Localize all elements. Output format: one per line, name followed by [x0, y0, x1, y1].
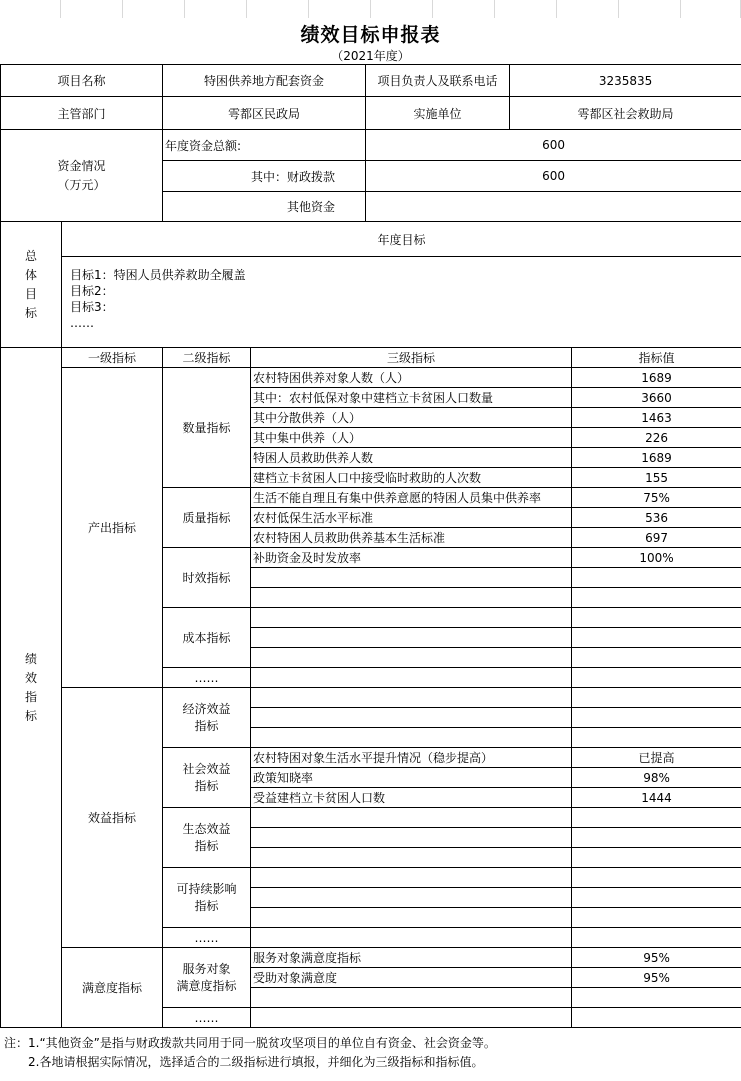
indicator-value[interactable]: 100% — [572, 548, 741, 568]
funds-label-line2: （万元） — [57, 177, 106, 192]
label-line: 生态效益 — [182, 821, 231, 836]
empty-cell[interactable] — [572, 628, 741, 648]
empty-cell[interactable] — [572, 588, 741, 608]
empty-cell[interactable] — [572, 888, 741, 908]
side-char: 总 — [24, 248, 37, 263]
funds-other-label: 其他资金 — [163, 192, 366, 222]
social-benefit-label — [163, 748, 251, 808]
timeliness-indicators-label: 时效指标 — [163, 548, 251, 608]
label-line: 指标 — [194, 778, 219, 793]
label-line: 经济效益 — [182, 701, 231, 716]
empty-cell[interactable] — [572, 728, 741, 748]
performance-indicators-side-label — [1, 348, 62, 1028]
project-name-label: 项目名称 — [1, 65, 163, 97]
indicator-name[interactable]: 其中分散供养（人） — [251, 408, 572, 428]
empty-cell[interactable] — [572, 608, 741, 628]
empty-cell[interactable] — [251, 888, 572, 908]
indicator-value[interactable]: 已提高 — [572, 748, 741, 768]
label-line: 社会效益 — [182, 761, 231, 776]
indicator-value[interactable]: 1689 — [572, 368, 741, 388]
indicator-value[interactable]: 95% — [572, 968, 741, 988]
sustainable-impact-label — [163, 868, 251, 928]
label-line: 指标 — [194, 718, 219, 733]
funds-label — [1, 130, 163, 222]
output-indicators-label: 产出指标 — [62, 368, 163, 688]
goal-line: …… — [70, 316, 94, 330]
indicator-value[interactable]: 1444 — [572, 788, 741, 808]
footnote-2: 2.各地请根据实际情况，选择适合的二级指标进行填报，并细化为三级指标和指标值。 — [4, 1055, 484, 1069]
empty-cell[interactable] — [572, 868, 741, 888]
funds-total-label: 年度资金总额: — [163, 130, 366, 161]
empty-cell[interactable] — [572, 828, 741, 848]
empty-cell[interactable] — [572, 568, 741, 588]
indicator-name[interactable]: 受益建档立卡贫困人口数 — [251, 788, 572, 808]
empty-cell[interactable] — [251, 808, 572, 828]
empty-cell[interactable] — [251, 608, 572, 628]
indicator-value[interactable]: 98% — [572, 768, 741, 788]
impl-unit-label: 实施单位 — [366, 97, 510, 130]
indicator-value[interactable]: 75% — [572, 488, 741, 508]
indicator-value[interactable]: 226 — [572, 428, 741, 448]
service-satisfaction-label — [163, 948, 251, 1008]
empty-cell[interactable] — [572, 648, 741, 668]
project-leader-value[interactable]: 3235835 — [510, 65, 741, 97]
indicator-name[interactable]: 农村特困供养对象人数（人） — [251, 368, 572, 388]
empty-cell[interactable] — [572, 908, 741, 928]
indicator-value[interactable]: 1463 — [572, 408, 741, 428]
empty-cell[interactable] — [251, 928, 572, 948]
empty-cell[interactable] — [572, 988, 741, 1008]
indicator-name[interactable]: 服务对象满意度指标 — [251, 948, 572, 968]
empty-cell[interactable] — [251, 988, 572, 1008]
label-line: 可持续影响 — [176, 881, 237, 896]
indicator-name[interactable]: 其中集中供养（人） — [251, 428, 572, 448]
empty-cell[interactable] — [572, 708, 741, 728]
indicator-name[interactable]: 特困人员救助供养人数 — [251, 448, 572, 468]
header-level1: 一级指标 — [62, 348, 163, 368]
satisfaction-indicators-label: 满意度指标 — [62, 948, 163, 1028]
side-char: 体 — [24, 267, 37, 282]
overall-goals-side-label — [1, 222, 62, 348]
page-title: 绩效目标申报表 — [300, 24, 441, 46]
goal-line: 目标3： — [70, 300, 114, 314]
label-line: 指标 — [194, 898, 219, 913]
spreadsheet-gridlines — [0, 0, 741, 18]
header-level2: 二级指标 — [163, 348, 251, 368]
quality-indicators-label: 质量指标 — [163, 488, 251, 548]
impl-unit-value[interactable]: 雩都区社会救助局 — [510, 97, 741, 130]
empty-cell[interactable] — [251, 588, 572, 608]
side-char: 标 — [24, 305, 37, 320]
funds-other-value[interactable] — [366, 192, 741, 222]
label-line: 指标 — [194, 838, 219, 853]
empty-cell[interactable] — [251, 688, 572, 708]
indicator-value[interactable]: 697 — [572, 528, 741, 548]
empty-cell[interactable] — [251, 848, 572, 868]
footnote-1: 注：1.“其他资金”是指与财政拨款共同用于同一脱贫攻坚项目的单位自有资金、社会资金等。 — [4, 1036, 496, 1050]
economic-benefit-label — [163, 688, 251, 748]
empty-cell[interactable] — [572, 688, 741, 708]
empty-cell[interactable] — [251, 908, 572, 928]
indicator-value[interactable]: 95% — [572, 948, 741, 968]
empty-cell[interactable] — [572, 808, 741, 828]
dept-label: 主管部门 — [1, 97, 163, 130]
side-char: 标 — [24, 708, 37, 723]
indicator-name[interactable]: 农村特困对象生活水平提升情况（稳步提高） — [251, 748, 572, 768]
indicator-value[interactable]: 536 — [572, 508, 741, 528]
empty-cell[interactable] — [251, 728, 572, 748]
indicator-name[interactable]: 建档立卡贫困人口中接受临时救助的人次数 — [251, 468, 572, 488]
quantity-indicators-label: 数量指标 — [163, 368, 251, 488]
indicator-value[interactable]: 1689 — [572, 448, 741, 468]
empty-cell[interactable] — [572, 1008, 741, 1028]
page-subtitle: （2021年度） — [331, 49, 410, 63]
satisfaction-more: …… — [163, 1008, 251, 1028]
benefit-more: …… — [163, 928, 251, 948]
empty-cell[interactable] — [251, 1008, 572, 1028]
indicator-name[interactable]: 政策知晓率 — [251, 768, 572, 788]
label-line: 服务对象 — [182, 961, 231, 976]
side-char: 目 — [24, 286, 37, 301]
output-more: …… — [163, 668, 251, 688]
empty-cell[interactable] — [251, 868, 572, 888]
funds-total-value[interactable]: 600 — [366, 130, 741, 161]
side-char: 效 — [24, 670, 37, 685]
funds-fiscal-label: 其中：财政拨款 — [163, 161, 366, 192]
empty-cell[interactable] — [251, 708, 572, 728]
empty-cell[interactable] — [572, 928, 741, 948]
indicator-name[interactable]: 农村特困人员救助供养基本生活标准 — [251, 528, 572, 548]
indicator-name[interactable]: 补助资金及时发放率 — [251, 548, 572, 568]
indicator-value[interactable]: 3660 — [572, 388, 741, 408]
indicator-name[interactable]: 其中：农村低保对象中建档立卡贫困人口数量 — [251, 388, 572, 408]
empty-cell[interactable] — [572, 848, 741, 868]
header-value: 指标值 — [572, 348, 741, 368]
ecological-benefit-label — [163, 808, 251, 868]
empty-cell[interactable] — [572, 668, 741, 688]
header-level3: 三级指标 — [251, 348, 572, 368]
project-name-value[interactable]: 特困供养地方配套资金 — [163, 65, 366, 97]
empty-cell[interactable] — [251, 568, 572, 588]
empty-cell[interactable] — [251, 668, 572, 688]
funds-label-line1: 资金情况 — [57, 158, 106, 173]
annual-goals-box[interactable] — [62, 257, 741, 348]
empty-cell[interactable] — [251, 648, 572, 668]
project-leader-label: 项目负责人及联系电话 — [366, 65, 510, 97]
cost-indicators-label: 成本指标 — [163, 608, 251, 668]
side-char: 指 — [24, 689, 37, 704]
label-line: 满意度指标 — [176, 978, 237, 993]
empty-cell[interactable] — [251, 828, 572, 848]
goal-line: 目标1：特困人员供养救助全履盖 — [70, 268, 246, 282]
performance-target-table — [0, 64, 741, 1028]
indicator-value[interactable]: 155 — [572, 468, 741, 488]
side-char: 绩 — [24, 651, 37, 666]
indicator-name[interactable]: 受助对象满意度 — [251, 968, 572, 988]
footnotes — [4, 1034, 741, 1072]
dept-value[interactable]: 雩都区民政局 — [163, 97, 366, 130]
benefit-indicators-label: 效益指标 — [62, 688, 163, 948]
funds-fiscal-value[interactable]: 600 — [366, 161, 741, 192]
indicator-name[interactable]: 生活不能自理且有集中供养意愿的特困人员集中供养率 — [251, 488, 572, 508]
indicator-name[interactable]: 农村低保生活水平标准 — [251, 508, 572, 528]
empty-cell[interactable] — [251, 628, 572, 648]
goal-line: 目标2： — [70, 284, 114, 298]
annual-goals-header: 年度目标 — [62, 222, 741, 257]
